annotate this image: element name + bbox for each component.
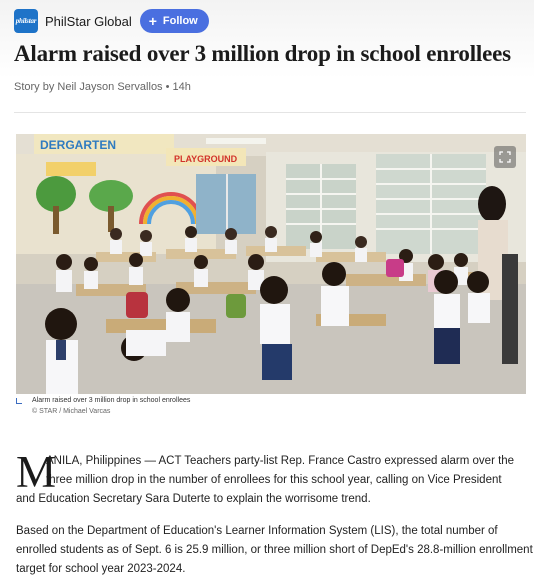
paragraph-line: three million drop in the number of enrollees for this school year, calling on Vice President (46, 474, 502, 486)
drop-cap: M (16, 447, 57, 497)
article-photo[interactable] (16, 134, 526, 394)
byline: Story by Neil Jayson Servallos • 14h (14, 81, 191, 93)
paragraph-line: target for school year 2023-2024. (16, 563, 186, 575)
caption-marker (16, 398, 22, 404)
article-paragraph-2 (16, 522, 533, 576)
sign-kindergarten-text: DERGARTEN (40, 138, 117, 152)
paragraph-line: and Education Secretary Sara Duterte to explain the worrisome trend. (16, 493, 371, 505)
source-row (14, 9, 209, 33)
source-logo-text: philstar (15, 17, 37, 25)
sign-playground-text: PLAYGROUND (174, 154, 238, 164)
source-name[interactable]: PhilStar Global (45, 13, 132, 29)
photo-credit: © STAR / Michael Varcas (32, 408, 111, 415)
plus-icon: + (148, 13, 157, 29)
article-body (16, 447, 533, 576)
source-logo[interactable] (14, 9, 38, 33)
article-paragraph-1 (16, 447, 526, 510)
paragraph-line: Based on the Department of Education's Learner Information System (LIS), the total number of (16, 525, 498, 537)
expand-icon (499, 151, 511, 163)
header-divider (14, 112, 526, 113)
expand-image-button[interactable] (494, 146, 516, 168)
classroom-photo-illustration (16, 134, 526, 394)
article-headline: Alarm raised over 3 million drop in school enrollees (14, 41, 511, 66)
photo-caption: Alarm raised over 3 million drop in school enrollees (32, 397, 191, 404)
paragraph-line: enrolled students as of Sept. 6 is 25.9 million, or three million short of DepEd's 28.8-million enrollment (16, 544, 533, 556)
follow-button-label: Follow (162, 15, 198, 27)
follow-button[interactable] (140, 9, 209, 33)
paragraph-line: ANILA, Philippines — ACT Teachers party-list Rep. France Castro expressed alarm over the (46, 455, 515, 467)
